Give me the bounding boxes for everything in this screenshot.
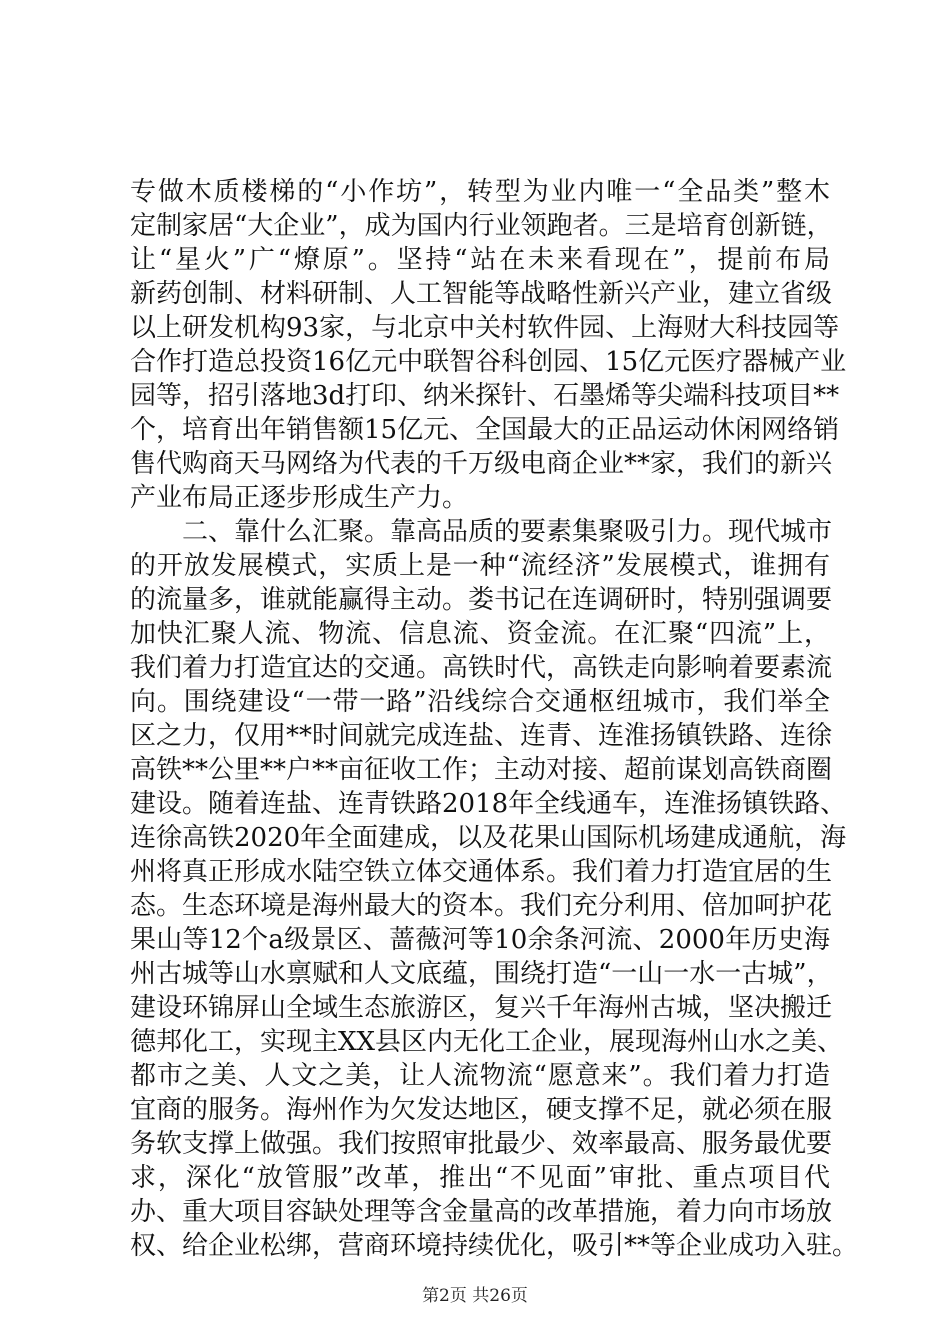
text-line: 宜商的服务。海州作为欠发达地区，硬支撑不足，就必须在服 xyxy=(130,1095,833,1125)
text-line: 定制家居“大企业”，成为国内行业领跑者。三是培育创新链， xyxy=(130,211,833,241)
text-line: 态。生态环境是海州最大的资本。我们充分利用、倍加呵护花 xyxy=(130,891,833,921)
text-line: 售代购商天马网络为代表的千万级电商企业**家，我们的新兴 xyxy=(130,449,833,479)
text-line: 我们着力打造宜达的交通。高铁时代，高铁走向影响着要素流 xyxy=(130,653,833,683)
text-line: 务软支撑上做强。我们按照审批最少、效率最高、服务最优要 xyxy=(130,1129,833,1159)
paragraph-2 xyxy=(130,515,859,1263)
text-line: 都市之美、人文之美，让人流物流“愿意来”。我们着力打造 xyxy=(130,1061,830,1091)
page-number-footer: 第2页 共26页 xyxy=(422,1286,528,1306)
text-line: 建设环锦屏山全域生态旅游区，复兴千年海州古城，坚决搬迁 xyxy=(130,993,833,1023)
text-line: 的流量多，谁就能赢得主动。娄书记在连调研时，特别强调要 xyxy=(130,585,833,615)
paragraph-1 xyxy=(130,175,847,515)
text-line: 办、重大项目容缺处理等含金量高的改革措施，着力向市场放 xyxy=(130,1197,833,1227)
text-line: 权、给企业松绑，营商环境持续优化，吸引**等企业成功入驻。 xyxy=(130,1231,859,1261)
text-line: 新药创制、材料研制、人工智能等战略性新兴产业，建立省级 xyxy=(130,279,833,309)
text-line: 产业布局正逐步形成生产力。 xyxy=(130,483,469,513)
document-body xyxy=(130,175,859,1263)
text-line: 加快汇聚人流、物流、信息流、资金流。在汇聚“四流”上， xyxy=(130,619,830,649)
text-line: 德邦化工，实现主XX县区内无化工企业，展现海州山水之美、 xyxy=(130,1027,844,1057)
text-line: 州将真正形成水陆空铁立体交通体系。我们着力打造宜居的生 xyxy=(130,857,833,887)
text-line: 让“星火”广“燎原”。坚持“站在未来看现在”，提前布局 xyxy=(130,245,830,275)
text-line: 专做木质楼梯的“小作坊”，转型为业内唯一“全品类”整木 xyxy=(130,177,830,207)
text-line: 合作打造总投资16亿元中联智谷科创园、15亿元医疗器械产业 xyxy=(130,347,847,377)
text-line: 以上研发机构93家，与北京中关村软件园、上海财大科技园等 xyxy=(130,313,840,343)
text-line: 州古城等山水禀赋和人文底蕴，围绕打造“一山一水一古城”， xyxy=(130,959,833,989)
text-line: 的开放发展模式，实质上是一种“流经济”发展模式，谁拥有 xyxy=(130,551,830,581)
text-line: 区之力，仅用**时间就完成连盐、连青、连淮扬镇铁路、连徐 xyxy=(130,721,833,751)
text-line: 高铁**公里**户**亩征收工作；主动对接、超前谋划高铁商圈 xyxy=(130,755,833,785)
text-line: 二、靠什么汇聚。靠高品质的要素集聚吸引力。现代城市 xyxy=(182,517,833,547)
text-line: 果山等12个a级景区、蔷薇河等10余条河流、2000年历史海 xyxy=(130,925,830,955)
text-line: 向。围绕建设“一带一路”沿线综合交通枢纽城市，我们举全 xyxy=(130,687,830,717)
text-line: 园等，招引落地3d打印、纳米探针、石墨烯等尖端科技项目** xyxy=(130,381,840,411)
text-line: 求，深化“放管服”改革，推出“不见面”审批、重点项目代 xyxy=(130,1163,830,1193)
text-line: 连徐高铁2020年全面建成，以及花果山国际机场建成通航，海 xyxy=(130,823,847,853)
text-line: 建设。随着连盐、连青铁路2018年全线通车，连淮扬镇铁路、 xyxy=(130,789,847,819)
text-line: 个，培育出年销售额15亿元、全国最大的正品运动休闲网络销 xyxy=(130,415,840,445)
